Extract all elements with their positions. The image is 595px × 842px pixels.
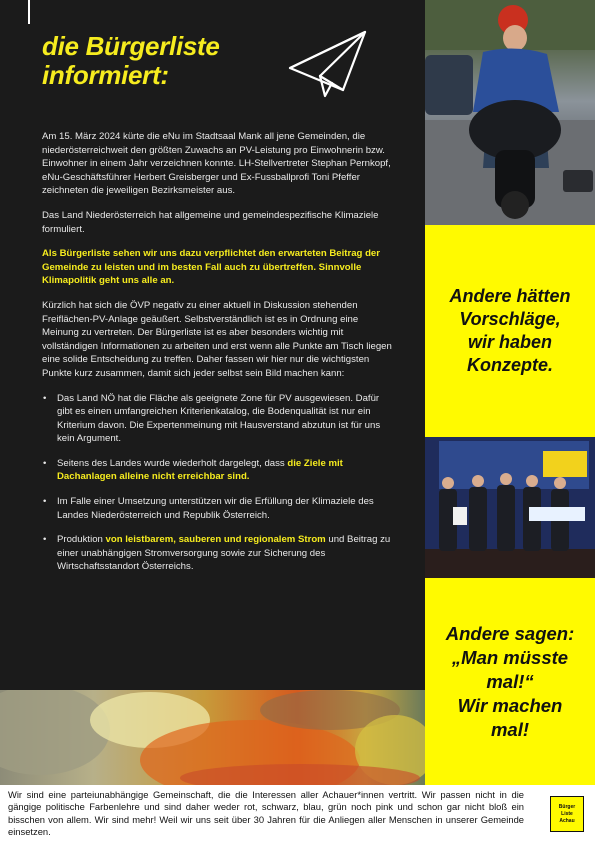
list-item — [42, 457, 394, 484]
paragraph-commitment: Als Bürgerliste sehen wir uns dazu verpflichtet den erwarteten Beitrag der Gemeinde zu leisten und im besten Fall auch zu übertreffen. Sinnvolle Klimapolitik geht uns alle an. — [42, 248, 381, 287]
quote-box-concepts — [425, 225, 595, 437]
quote-line: mal! — [490, 718, 530, 740]
award-ceremony-photo — [425, 437, 595, 578]
paragraph-award: Am 15. März 2024 kürte die eNu im Stadtsaal Mank all jene Gemeinden, die niederösterreichweit den größten Zuwachs an PV-Leistung pro Einwohnerin bzw. Einwohner in einem Jahr verzeichnen konnte. LH-Stellvertreter Stephan Pernkopf, eNu-Geschäftsführer Herbert Greisberger und Ex-Fussballprofi Toni Pfeffer zeichneten die jeweiligen Bezirksmeister aus. — [42, 131, 391, 197]
point-roofs-pre: Seitens des Landes wurde wiederholt dargelegt, dass — [57, 457, 288, 469]
quote-line: Wir machen — [457, 694, 563, 716]
list-item — [42, 392, 394, 446]
paragraph-climate-goals: Das Land Niederösterreich hat allgemeine und gemeindespezifische Klimaziele formuliert. — [42, 209, 379, 235]
quote-line: Konzepte. — [466, 355, 553, 375]
quote-line: wir haben — [467, 332, 552, 352]
quote-box-doing — [425, 578, 595, 785]
top-divider — [28, 0, 30, 24]
quote-line: Andere sagen: — [445, 622, 575, 644]
paragraph-ovp-statement: Kürzlich hat sich die ÖVP negativ zu einer aktuell in Diskussion stehenden Freiflächen-PV-Anlage geäußert. Selbstverständlich ist es in Ordnung eine Meinung zu vertreten. Der Bürgerliste ist es aber besonders wichtig mit vollständigen Informationen zu arbeiten und erst wenn alle Punkte am Tisch liegen eine solide Entscheidung zu treffen. Daher fassen wir hier nur die wichtigsten Punkte kurz zusammen, damit sich jeder selbst sein Bild machen kann: — [42, 299, 392, 379]
logo-text: Liste — [561, 810, 573, 817]
paper-plane-icon — [287, 28, 369, 100]
headline — [42, 32, 282, 90]
point-production-pre: Produktion — [57, 534, 106, 546]
point-zone: Das Land NÖ hat die Fläche als geeignete Zone für PV ausgewiesen. Dafür gibt es einen umfangreichen Kriterienkatalog, die Bodenqualität ist nur ein Kriterium davon. Die Expertenmeinung mit Hausverstand abzutun ist für uns kein Argument. — [57, 392, 381, 445]
point-roofs-highlight: die Ziele mit Dachanlagen alleine nicht erreichbar sind. — [57, 457, 343, 483]
point-production-highlight: von leistbarem, sauberen und regionalem Strom — [105, 534, 326, 546]
list-item — [42, 495, 394, 522]
quote-concepts — [449, 285, 570, 377]
point-production-post: und Beitrag zu einer unabhängigen Stromversorgung sowie zur Sicherung des Wirtschaftsstandort Österreichs. — [57, 534, 391, 573]
quote-line: mal!“ — [486, 670, 534, 692]
headline-line-1: die Bürgerliste — [42, 31, 220, 61]
bullet: • — [43, 534, 47, 546]
quote-line: Vorschläge, — [459, 309, 561, 329]
quote-line: Andere hätten — [449, 286, 571, 306]
logo-text: Bürger — [558, 803, 576, 810]
bullet: • — [43, 457, 47, 469]
key-points-list — [42, 392, 394, 575]
quote-doing — [446, 622, 575, 742]
logo-text: Achau — [559, 817, 575, 824]
scooter-photo — [425, 0, 595, 225]
colorful-powder-photo — [0, 690, 425, 785]
footer-statement: Wir sind eine parteiunabhängige Gemeinschaft, die die Interessen aller Achauer*innen vertritt. Wir passen nicht in die gängige politische Farbenlehre und sind daher weder rot, schwarz, blau, grün noch pink und schon gar nicht bloß ein bisschen von allem. Wir sind mehr! Weil wir uns seit über 30 Jahren für die Anliegen aller Menschen in unserer Gemeinde einsetzen. — [8, 789, 524, 838]
bullet: • — [43, 392, 47, 404]
headline-line-2: informiert: — [42, 60, 169, 90]
buergerliste-logo — [550, 796, 584, 832]
bullet: • — [43, 496, 47, 508]
list-item — [42, 533, 394, 574]
quote-line: „Man müsste — [451, 646, 569, 668]
point-climate-support: Im Falle einer Umsetzung unterstützen wir die Erfüllung der Klimaziele des Landes Niederösterreich und Republik Österreich. — [57, 496, 374, 521]
article-body — [42, 130, 394, 585]
